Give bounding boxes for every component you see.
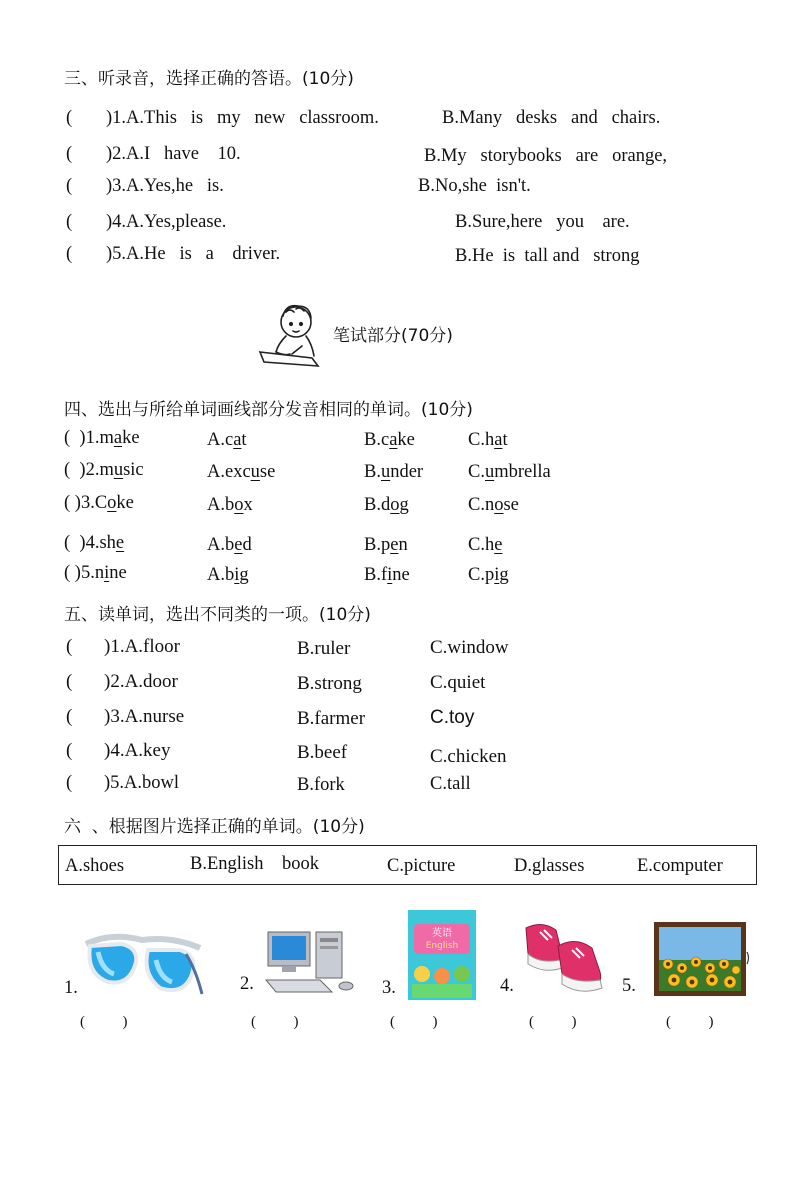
option-c: C.chicken	[430, 746, 507, 767]
picture-number-1: 1.	[64, 978, 78, 998]
question-option-b: B.Many desks and chairs.	[442, 108, 661, 128]
underlined-letters: i	[104, 563, 110, 583]
underlined-letters: e	[390, 535, 399, 555]
answer-blank[interactable]: (	[66, 108, 73, 128]
option-a	[207, 430, 247, 451]
answer-blank[interactable]: ( )	[64, 428, 86, 448]
question-option-a: )1.A.This is my new classroom.	[106, 108, 379, 128]
question-option-a: )3.A.Yes,he is.	[106, 176, 224, 196]
picture-number-5: 5.	[622, 976, 636, 996]
answer-blank[interactable]: ( )	[64, 493, 81, 513]
word-part: B.c	[364, 430, 390, 450]
question-option-a: )4.A.Yes,please.	[106, 212, 227, 232]
word-part: t	[241, 430, 247, 450]
word-part: g	[239, 565, 249, 585]
underlined-letters: i	[234, 565, 240, 585]
underlined-letters: u	[484, 462, 495, 482]
option-a	[207, 462, 275, 483]
answer-blank[interactable]: ( )	[64, 533, 86, 553]
phonics-question	[64, 563, 127, 584]
word-part: g	[499, 565, 509, 585]
word-part: ke	[116, 493, 134, 513]
option-c: C.window	[430, 637, 509, 658]
word-part: B.p	[364, 535, 391, 555]
underlined-letters: i	[494, 565, 500, 585]
word-part: C.h	[468, 430, 495, 450]
option-a: )2.A.door	[104, 671, 178, 692]
option-c	[468, 565, 509, 586]
underlined-letters: o	[107, 493, 117, 513]
word-part: A.c	[207, 430, 234, 450]
picture-number-3: 3.	[382, 978, 396, 998]
underlined-letters: i	[387, 565, 393, 585]
answer-blank[interactable]: (	[66, 773, 73, 793]
word-part: n	[398, 535, 408, 555]
option-b	[364, 462, 423, 483]
underlined-letters: o	[234, 495, 244, 515]
question-number: 1.	[85, 428, 100, 448]
word-part: A.exc	[207, 462, 251, 482]
word-part: m	[99, 460, 114, 480]
picture-number-2: 2.	[240, 974, 254, 994]
answer-blank[interactable]: (	[66, 740, 73, 761]
computer-icon	[262, 928, 360, 996]
answer-blank[interactable]: (	[66, 706, 73, 727]
word-part: mbrella	[494, 462, 551, 482]
shoes-icon	[520, 918, 610, 996]
question-option-b: B.No,she isn't.	[418, 176, 531, 196]
question-option-a: )5.A.He is a driver.	[106, 244, 281, 264]
section4-title: 四、选出与所给单词画线部分发音相同的单词。(10分)	[64, 400, 473, 420]
answer-blank[interactable]: ( )	[64, 563, 81, 583]
option-c	[468, 535, 502, 556]
phonics-question	[64, 460, 144, 481]
option-b	[364, 565, 410, 586]
picture-answer-3[interactable]: ( )	[390, 1014, 438, 1030]
picture-icon	[654, 922, 750, 996]
option-c: C.quiet	[430, 672, 486, 693]
answer-blank[interactable]: (	[66, 176, 73, 196]
svg-text:English: English	[425, 941, 459, 951]
option-a: )5.A.bowl	[104, 773, 180, 793]
word-part: d	[242, 535, 252, 555]
answer-blank[interactable]: (	[66, 212, 73, 232]
picture-answer-1[interactable]: ( )	[80, 1014, 128, 1030]
book-title-text: 英语	[432, 928, 452, 939]
word-part: ke	[397, 430, 415, 450]
word-part: sh	[99, 533, 116, 553]
question-number: 2.	[85, 460, 100, 480]
answer-blank[interactable]: (	[66, 144, 73, 164]
phonics-question	[64, 493, 134, 514]
word-part: C.h	[468, 535, 495, 555]
underlined-letters: a	[494, 430, 503, 450]
word-option-b: B.English book	[190, 854, 319, 874]
word-part: n	[94, 563, 105, 583]
option-a	[207, 495, 253, 516]
option-b: B.strong	[297, 673, 362, 694]
word-option-d: D.glasses	[514, 856, 585, 876]
option-b: B.ruler	[297, 638, 351, 659]
option-b	[364, 535, 408, 556]
option-c	[468, 462, 551, 483]
option-a: )3.A.nurse	[104, 706, 185, 727]
english-book-icon	[408, 910, 478, 1002]
question-number: 5.	[80, 563, 95, 583]
answer-blank[interactable]: ( )	[64, 460, 86, 480]
underlined-letters: a	[389, 430, 398, 450]
underlined-letters: a	[233, 430, 242, 450]
word-part: sic	[123, 460, 144, 480]
word-part: C	[94, 493, 108, 513]
word-part: se	[503, 495, 519, 515]
word-part: C.	[468, 462, 485, 482]
word-option-a: A.shoes	[65, 856, 125, 876]
word-part: ne	[392, 565, 410, 585]
word-part: C.n	[468, 495, 495, 515]
phonics-question	[64, 428, 140, 449]
option-c	[468, 495, 519, 516]
section6-title: 六 、根据图片选择正确的单词。(10分)	[64, 817, 365, 837]
underlined-letters: a	[113, 428, 123, 448]
underlined-letters: u	[113, 460, 124, 480]
glasses-icon	[82, 930, 204, 998]
option-b	[364, 495, 409, 516]
word-part: A.b	[207, 535, 235, 555]
word-part: m	[99, 428, 114, 448]
underlined-letters: u	[250, 462, 260, 482]
word-part: C.p	[468, 565, 495, 585]
option-a: )1.A.floor	[104, 636, 180, 657]
word-part: A.b	[207, 565, 235, 585]
word-option-e: E.computer	[637, 856, 723, 876]
written-part-label: 笔试部分(70分)	[333, 326, 453, 346]
picture-number-4: 4.	[500, 976, 514, 996]
underlined-letters: o	[390, 495, 400, 515]
word-part: x	[243, 495, 253, 515]
answer-blank[interactable]: (	[66, 636, 73, 657]
word-part: B.	[364, 462, 381, 482]
option-a	[207, 565, 249, 586]
word-part: A.b	[207, 495, 235, 515]
picture-answer-2[interactable]: ( )	[251, 1014, 299, 1030]
option-b: B.farmer	[297, 708, 366, 729]
answer-blank[interactable]: (	[66, 671, 73, 692]
question-option-b: B.He is tall and strong	[455, 246, 640, 266]
question-number: 3.	[80, 493, 95, 513]
answer-blank[interactable]: (	[66, 244, 73, 264]
word-part: t	[502, 430, 508, 450]
option-c	[468, 430, 508, 451]
underlined-letters: e	[115, 533, 125, 553]
word-part: ne	[109, 563, 127, 583]
option-a: )4.A.key	[104, 740, 171, 761]
word-part: B.d	[364, 495, 391, 515]
word-part: g	[399, 495, 409, 515]
phonics-question	[64, 533, 124, 554]
underlined-letters: u	[380, 462, 391, 482]
option-c: C.toy	[430, 707, 475, 728]
word-part: ke	[122, 428, 140, 448]
question-option-b: B.My storybooks are orange,	[424, 146, 668, 166]
boy-writing-icon	[256, 300, 334, 368]
option-b: B.beef	[297, 742, 348, 763]
word-part: se	[259, 462, 276, 482]
word-part: nder	[390, 462, 424, 482]
option-b	[364, 430, 415, 451]
question-option-b: B.Sure,here you are.	[455, 212, 630, 232]
underlined-letters: e	[494, 535, 503, 555]
picture-answer-5[interactable]: ( )	[666, 1014, 714, 1030]
picture-answer-4[interactable]: ( )	[529, 1014, 577, 1030]
question-number: 4.	[85, 533, 100, 553]
question-option-a: )2.A.I have 10.	[106, 144, 241, 164]
option-c: C.tall	[430, 774, 471, 794]
underlined-letters: e	[234, 535, 243, 555]
underlined-letters: o	[494, 495, 504, 515]
option-a	[207, 535, 252, 556]
section5-title: 五、读单词，选出不同类的一项。(10分)	[64, 605, 371, 625]
section3-title: 三、听录音，选择正确的答语。(10分)	[64, 69, 354, 89]
word-part: B.f	[364, 565, 388, 585]
word-option-c: C.picture	[387, 856, 456, 876]
option-b: B.fork	[297, 775, 345, 795]
